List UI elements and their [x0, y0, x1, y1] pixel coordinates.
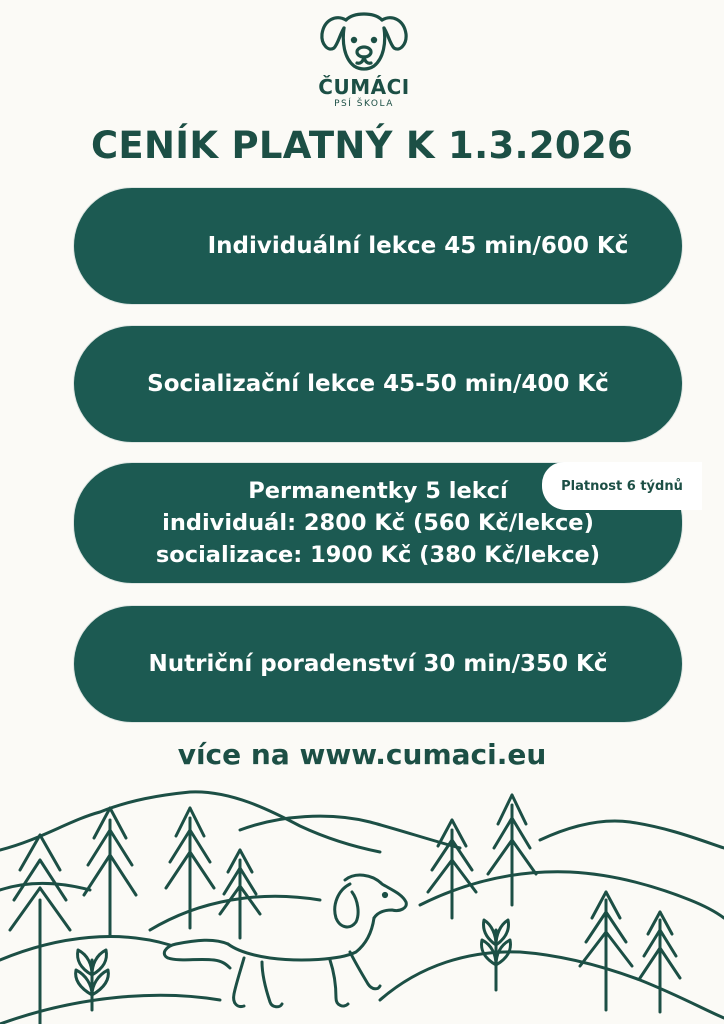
price-label: Socializační lekce 45-50 min/400 Kč [147, 371, 609, 397]
logo [314, 8, 414, 120]
price-item-individual [74, 188, 682, 304]
price-item-nutrition [74, 606, 682, 722]
passes-socialization: socializace: 1900 Kč (380 Kč/lekce) [155, 542, 601, 568]
passes-individual: individuál: 2800 Kč (560 Kč/lekce) [162, 510, 594, 536]
dog-face-icon [316, 8, 412, 74]
forest-landscape-illustration [0, 780, 724, 1024]
passes-heading: Permanentky 5 lekcí [248, 478, 508, 504]
brand-subtitle: PSÍ ŠKOLA [334, 99, 394, 109]
website-link[interactable]: více na www.cumaci.eu [177, 738, 547, 771]
price-label: Nutriční poradenství 30 min/350 Kč [148, 651, 608, 677]
price-label: Individuální lekce 45 min/600 Kč [207, 233, 629, 259]
page-title: CENÍK PLATNÝ K 1.3.2026 [90, 124, 634, 167]
brand-name: ČUMÁCI [318, 75, 410, 99]
validity-badge: Platnost 6 týdnů [542, 462, 702, 510]
price-item-socialization [74, 326, 682, 442]
